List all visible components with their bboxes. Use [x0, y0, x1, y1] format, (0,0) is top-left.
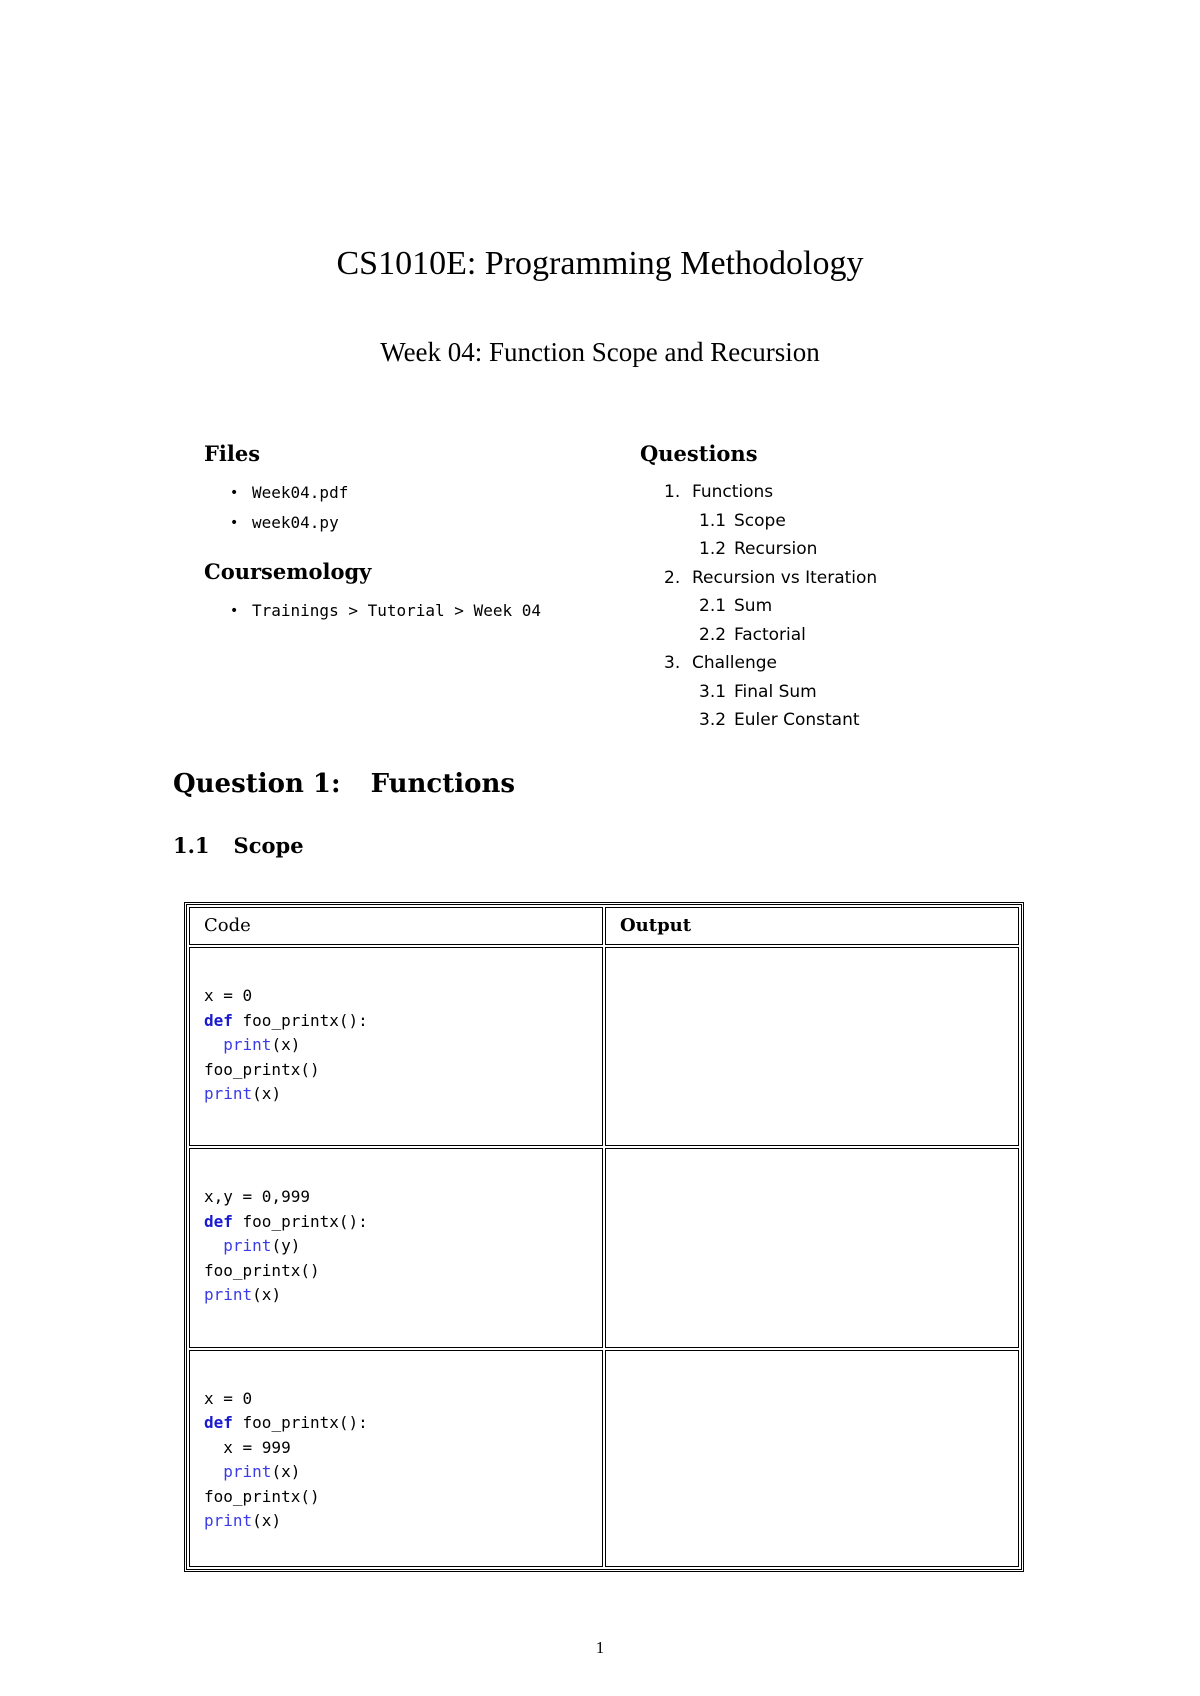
question-label: Challenge: [692, 653, 777, 673]
coursemology-block: [204, 558, 604, 626]
code-token: foo_printx(): [204, 1260, 320, 1280]
code-line: [204, 1511, 281, 1530]
subquestion-list: [664, 507, 1060, 564]
coursemology-heading: Coursemology: [204, 559, 372, 584]
keyword-print: print: [204, 1511, 253, 1531]
question-item: [664, 478, 1060, 564]
code-token: (x): [252, 1084, 282, 1103]
code-line: [204, 1212, 368, 1231]
question-number: 1.: [664, 482, 681, 502]
questions-heading: Questions: [640, 441, 758, 466]
keyword-print: print: [204, 1084, 253, 1103]
question-number: 2.: [664, 567, 681, 588]
subquestion-item: [699, 535, 1060, 564]
code-token: [204, 1035, 223, 1054]
code-token: foo_printx(): [204, 1486, 320, 1506]
subquestion-label: Final Sum: [734, 681, 817, 702]
code-line: [204, 1187, 310, 1206]
code-token: foo_printx(): [204, 1059, 320, 1079]
subquestion-label: Scope: [734, 510, 786, 531]
table-header-row: [189, 907, 1019, 945]
keyword-print: print: [223, 1035, 272, 1054]
code-token: x = 999: [204, 1437, 291, 1457]
code-line: [204, 1438, 291, 1457]
keyword-def: def: [204, 1413, 233, 1433]
keyword-print: print: [223, 1236, 272, 1256]
subquestion-item: [699, 507, 1060, 536]
table-row: [189, 947, 1019, 1146]
keyword-print: print: [204, 1285, 253, 1305]
code-line: [204, 1011, 368, 1030]
code-cell: [189, 947, 603, 1146]
code-cell: [189, 1350, 603, 1567]
code-line: [204, 1236, 300, 1255]
code-snippet: [190, 948, 602, 1107]
code-line: [204, 1261, 320, 1280]
code-token: (x): [271, 1035, 301, 1054]
page-number: 1: [595, 1638, 605, 1657]
code-token: (x): [252, 1285, 282, 1305]
subsection-title-text: Scope: [233, 833, 304, 858]
section-title-text: Functions: [370, 769, 516, 799]
subquestion-item: [699, 621, 1060, 650]
code-token: foo_printx():: [232, 1211, 368, 1231]
subquestion-number: 3.2: [699, 710, 727, 730]
code-column-header: Code: [189, 907, 603, 945]
code-token: (y): [271, 1236, 301, 1256]
questions-list: [640, 478, 1060, 735]
subquestion-list: [664, 592, 1060, 649]
subquestion-label: Sum: [734, 596, 773, 616]
document-title: CS1010E: Programming Methodology: [336, 245, 864, 282]
section-heading: [173, 768, 515, 800]
subquestion-number: 1.2: [699, 539, 727, 559]
subsection-heading: [173, 832, 304, 860]
question-label: Recursion vs Iteration: [692, 567, 878, 588]
subquestion-number: 2.1: [699, 596, 727, 616]
code-token: x = 0: [204, 986, 253, 1005]
subquestion-label: Recursion: [734, 539, 818, 559]
files-list: [204, 478, 604, 538]
question-item: [664, 564, 1060, 650]
code-token: foo_printx():: [232, 1413, 368, 1433]
code-line: [204, 1487, 320, 1506]
table-row: [189, 1350, 1019, 1567]
subquestion-list: [664, 678, 1060, 735]
code-snippet: [190, 1351, 602, 1534]
section-number: Question 1:: [173, 769, 341, 799]
subquestion-label: Factorial: [734, 624, 806, 645]
code-cell: [189, 1148, 603, 1347]
subquestion-number: 1.1: [699, 510, 727, 531]
subquestion-label: Euler Constant: [734, 710, 860, 730]
output-column-header: Output: [605, 907, 1019, 945]
subsection-number: 1.1: [173, 833, 210, 858]
table-row: [189, 1148, 1019, 1347]
code-line: [204, 1389, 252, 1408]
subquestion-number: 3.1: [699, 681, 727, 702]
subquestion-item: [699, 706, 1060, 735]
code-token: foo_printx():: [232, 1010, 368, 1030]
files-block: [204, 440, 604, 538]
resources-column: [204, 440, 604, 626]
keyword-def: def: [204, 1010, 233, 1030]
output-cell[interactable]: [605, 1350, 1019, 1567]
output-cell[interactable]: [605, 1148, 1019, 1347]
document-subtitle: Week 04: Function Scope and Recursion: [380, 337, 820, 367]
file-link[interactable]: • week04.py: [230, 508, 604, 538]
question-number: 3.: [664, 653, 681, 673]
table-body: [189, 947, 1019, 1567]
scope-exercise-table: [184, 902, 1024, 1572]
code-token: [204, 1236, 223, 1255]
coursemology-path[interactable]: • Trainings > Tutorial > Week 04: [230, 596, 604, 626]
output-cell[interactable]: [605, 947, 1019, 1146]
question-item: [664, 649, 1060, 735]
keyword-def: def: [204, 1211, 233, 1231]
subquestion-number: 2.2: [699, 624, 727, 645]
coursemology-list: [204, 596, 604, 626]
code-line: [204, 986, 252, 1005]
code-snippet: [190, 1149, 602, 1308]
question-label: Functions: [692, 482, 774, 502]
subquestion-item: [699, 592, 1060, 621]
code-line: [204, 1413, 368, 1432]
code-token: x = 0: [204, 1388, 253, 1408]
code-line: [204, 1035, 300, 1054]
code-token: (x): [252, 1511, 282, 1531]
code-line: [204, 1060, 320, 1079]
file-link[interactable]: • Week04.pdf: [230, 478, 604, 508]
code-line: [204, 1084, 281, 1103]
code-token: (x): [271, 1462, 301, 1482]
subquestion-item: [699, 678, 1060, 707]
code-token: x,y = 0,999: [204, 1187, 310, 1207]
code-line: [204, 1285, 281, 1304]
code-token: [204, 1462, 223, 1481]
files-heading: Files: [204, 441, 261, 466]
questions-column: [640, 440, 1060, 735]
code-line: [204, 1462, 300, 1481]
keyword-print: print: [223, 1462, 272, 1482]
